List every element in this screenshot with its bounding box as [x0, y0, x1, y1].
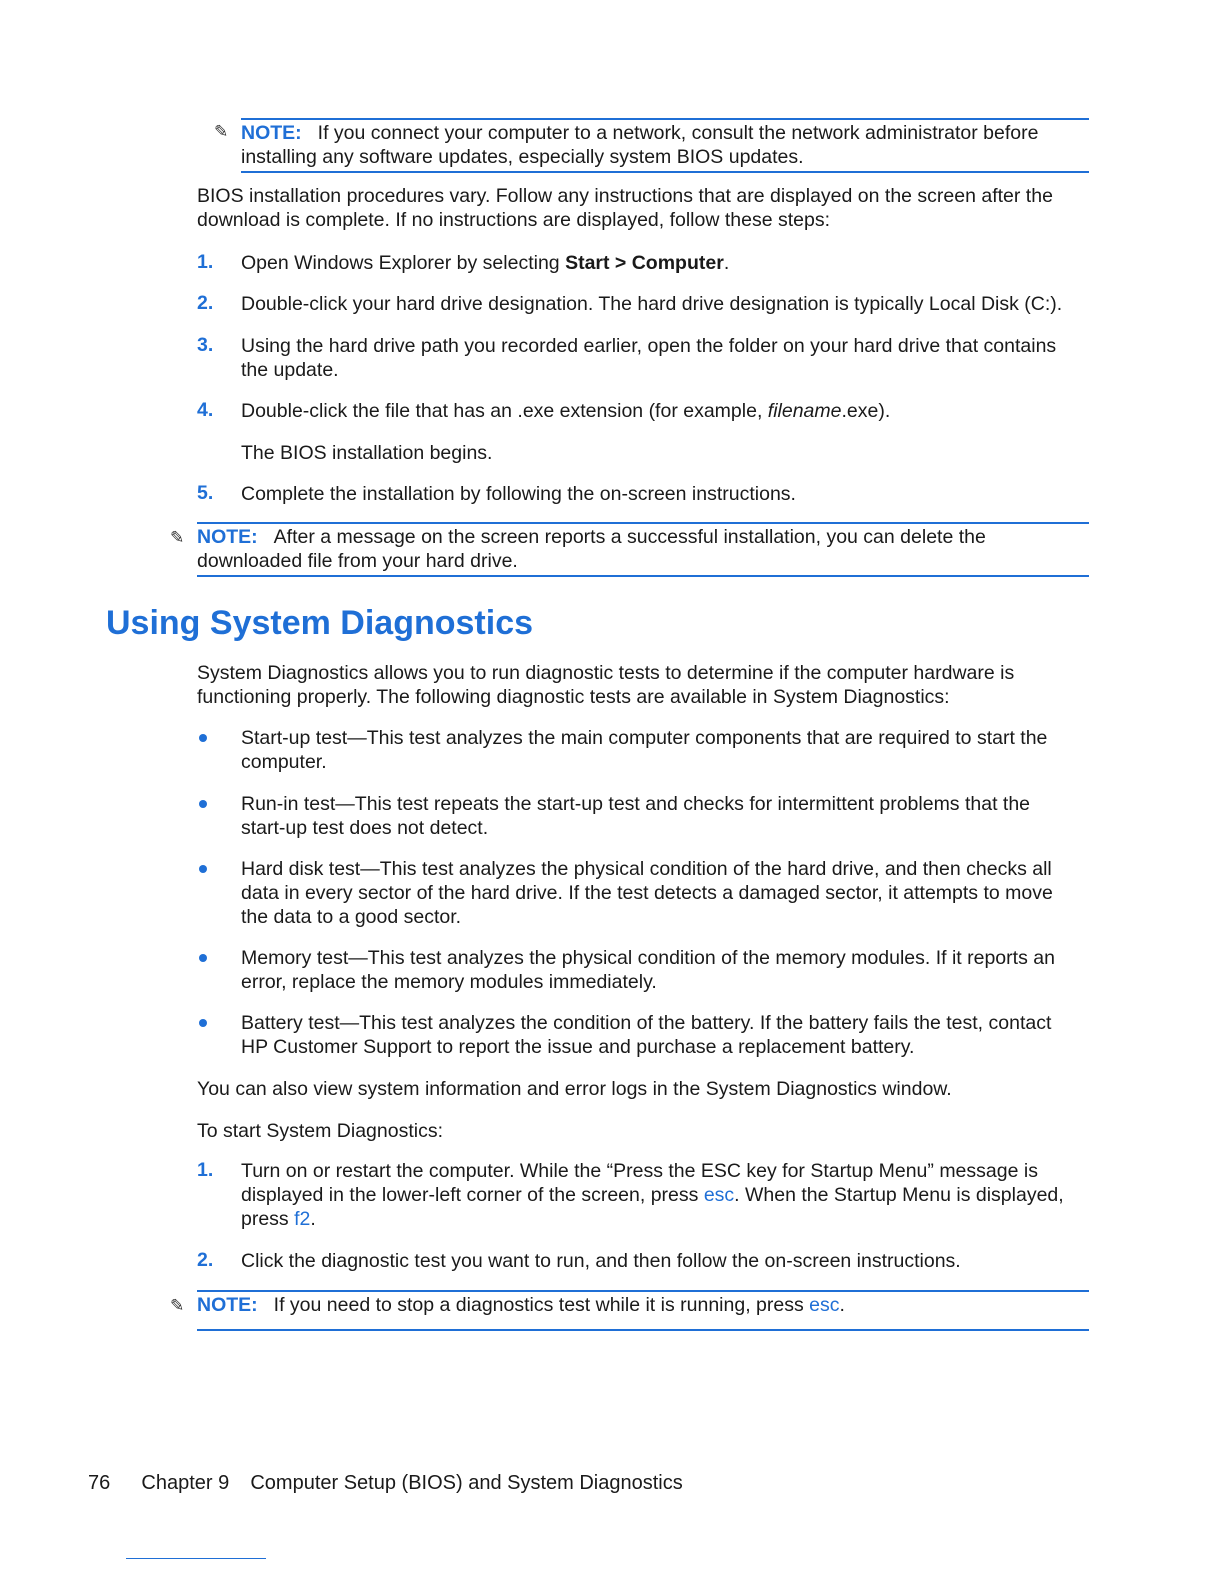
bullet-icon [199, 1019, 207, 1027]
note-text-end: . [839, 1294, 845, 1316]
step-number: 2. [197, 292, 214, 314]
note-text: If you connect your computer to a network, consult the network administrator before installing any software updates, especially system BIOS updates. [241, 122, 1039, 168]
note-box [241, 118, 1089, 173]
key-esc: esc [809, 1294, 840, 1316]
bullet-item: Memory test—This test analyzes the physical condition of the memory modules. If it reports an error, replace the memory modules immediately. [241, 947, 1055, 993]
step-number: 5. [197, 482, 214, 504]
step-filename: filename [767, 400, 842, 422]
note-pencil-icon: ✎ [170, 1296, 185, 1315]
step-text: Complete the installation by following the on-screen instructions. [241, 483, 796, 505]
key-esc: esc [703, 1184, 735, 1206]
step-text [241, 1159, 1086, 1231]
step-text [241, 399, 1086, 423]
key-f2: f2 [294, 1208, 311, 1230]
bullet-icon [199, 954, 207, 962]
note-label: NOTE: [197, 526, 258, 548]
step-text-part: Open Windows Explorer by selecting [241, 252, 566, 274]
note-pencil-icon: ✎ [214, 122, 229, 141]
step-text-part: Turn on or restart the computer. While the “Press the ESC key for Startup Menu” message is displayed in the lower-left corner of the screen, press [241, 1160, 1038, 1206]
step-number: 1. [197, 251, 214, 273]
step-text: Using the hard drive path you recorded earlier, open the folder on your hard drive that contains the update. [241, 335, 1057, 381]
step-sub-text: The BIOS installation begins. [241, 442, 493, 464]
note-pencil-icon: ✎ [170, 528, 185, 547]
page-number: 76 [88, 1472, 111, 1494]
step-text [241, 251, 1086, 275]
section-heading: Using System Diagnostics [106, 604, 534, 642]
step-menu-path: Start > Computer [565, 252, 724, 274]
intro-paragraph: BIOS installation procedures vary. Follow any instructions that are displayed on the screen after the download is complete. If no instructions are displayed, follow these steps: [197, 185, 1053, 231]
chapter-title: Computer Setup (BIOS) and System Diagnostics [250, 1472, 683, 1494]
note-text: After a message on the screen reports a successful installation, you can delete the downloaded file from your hard drive. [197, 526, 986, 572]
paragraph: To start System Diagnostics: [197, 1120, 443, 1142]
bullet-item: Start-up test—This test analyzes the main computer components that are required to start the computer. [241, 727, 1048, 773]
chapter-label: Chapter 9 [141, 1472, 230, 1494]
step-text-part: . [310, 1208, 316, 1230]
bullet-item: Battery test—This test analyzes the condition of the battery. If the battery fails the test, contact HP Customer Support to report the issue and purchase a replacement battery. [241, 1012, 1052, 1058]
note-text: If you need to stop a diagnostics test while it is running, press [273, 1294, 810, 1316]
bullet-icon [199, 734, 207, 742]
step-text-part: . When the Startup Menu is displayed, press [241, 1184, 1064, 1230]
step-number: 3. [197, 334, 214, 356]
step-number: 2. [197, 1249, 214, 1271]
paragraph: You can also view system information and error logs in the System Diagnostics window. [197, 1078, 952, 1100]
step-number: 4. [197, 399, 214, 421]
step-text: Click the diagnostic test you want to run, and then follow the on-screen instructions. [241, 1250, 961, 1272]
note-label: NOTE: [197, 1294, 258, 1316]
bullet-item: Run-in test—This test repeats the start-up test and checks for intermittent problems that the start-up test does not detect. [241, 793, 1031, 839]
note-label: NOTE: [241, 122, 302, 144]
bullet-item: Hard disk test—This test analyzes the physical condition of the hard drive, and then checks all data in every sector of the hard drive. If the test detects a damaged sector, it attempts to move the data to a good sector. [241, 858, 1053, 928]
bullet-icon [199, 800, 207, 808]
bullet-icon [199, 865, 207, 873]
step-number: 1. [197, 1159, 214, 1181]
step-text: Double-click your hard drive designation. The hard drive designation is typically Local Disk (C:). [241, 293, 1063, 315]
page-footer [88, 1472, 683, 1495]
step-text-part: . [723, 252, 730, 274]
footer-rule [126, 1558, 266, 1559]
diagnostics-intro: System Diagnostics allows you to run diagnostic tests to determine if the computer hardware is functioning properly. The following diagnostic tests are available in System Diagnostics: [197, 662, 1015, 708]
step-text-part: Double-click the file that has an .exe extension (for example, [241, 400, 768, 422]
step-text-part: .exe). [841, 400, 891, 422]
note-box [197, 522, 1089, 577]
note-box [197, 1290, 1089, 1331]
